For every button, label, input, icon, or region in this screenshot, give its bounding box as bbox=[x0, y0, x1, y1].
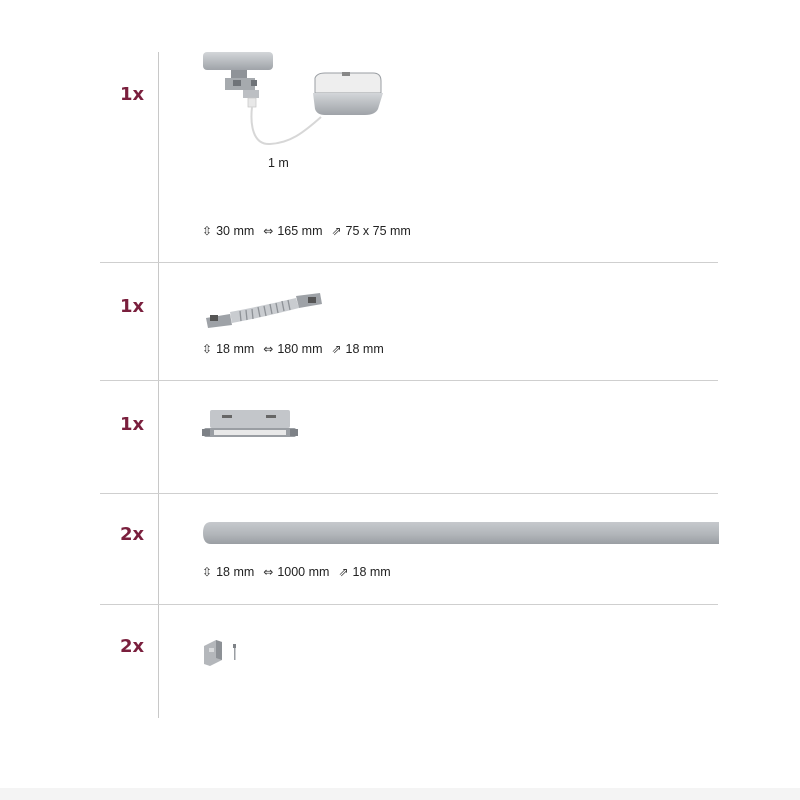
straight-connector-icon bbox=[200, 408, 300, 444]
height-value: 18 mm bbox=[216, 565, 255, 579]
dimensions-row bbox=[202, 342, 393, 356]
diagonal-icon: ⇗ bbox=[331, 224, 342, 238]
length-value: 1000 mm bbox=[277, 565, 330, 579]
quantity-label: 1x bbox=[120, 84, 145, 105]
quantity-label: 1x bbox=[120, 414, 145, 435]
diagonal-value: 18 mm bbox=[345, 342, 384, 356]
quantity-label: 2x bbox=[120, 524, 145, 545]
cable-length-label: 1 m bbox=[268, 156, 289, 170]
diagonal-value: 75 x 75 mm bbox=[345, 224, 411, 238]
dimensions-row bbox=[202, 565, 400, 579]
height-value: 30 mm bbox=[216, 224, 255, 238]
row-divider bbox=[100, 380, 718, 381]
row-divider bbox=[100, 604, 718, 605]
height-icon: ⇳ bbox=[202, 342, 213, 356]
height-icon: ⇳ bbox=[202, 565, 213, 579]
length-icon: ⇔ bbox=[263, 565, 274, 579]
vertical-divider bbox=[158, 52, 159, 718]
feed-in-adapter-with-canopy-icon bbox=[195, 45, 395, 165]
row-divider bbox=[100, 262, 718, 263]
diagonal-icon: ⇗ bbox=[338, 565, 349, 579]
rail-icon bbox=[203, 521, 719, 545]
row-divider bbox=[100, 493, 718, 494]
dimensions-row bbox=[202, 224, 420, 238]
quantity-label: 2x bbox=[120, 636, 145, 657]
length-value: 180 mm bbox=[277, 342, 323, 356]
footer-band bbox=[0, 788, 800, 800]
height-value: 18 mm bbox=[216, 342, 255, 356]
quantity-label: 1x bbox=[120, 296, 145, 317]
length-value: 165 mm bbox=[277, 224, 323, 238]
length-icon: ⇔ bbox=[263, 342, 274, 356]
flexible-connector-icon bbox=[200, 292, 330, 332]
diagonal-value: 18 mm bbox=[352, 565, 391, 579]
diagonal-icon: ⇗ bbox=[331, 342, 342, 356]
length-icon: ⇔ bbox=[263, 224, 274, 238]
end-cap-with-screw-icon bbox=[202, 638, 246, 670]
height-icon: ⇳ bbox=[202, 224, 213, 238]
